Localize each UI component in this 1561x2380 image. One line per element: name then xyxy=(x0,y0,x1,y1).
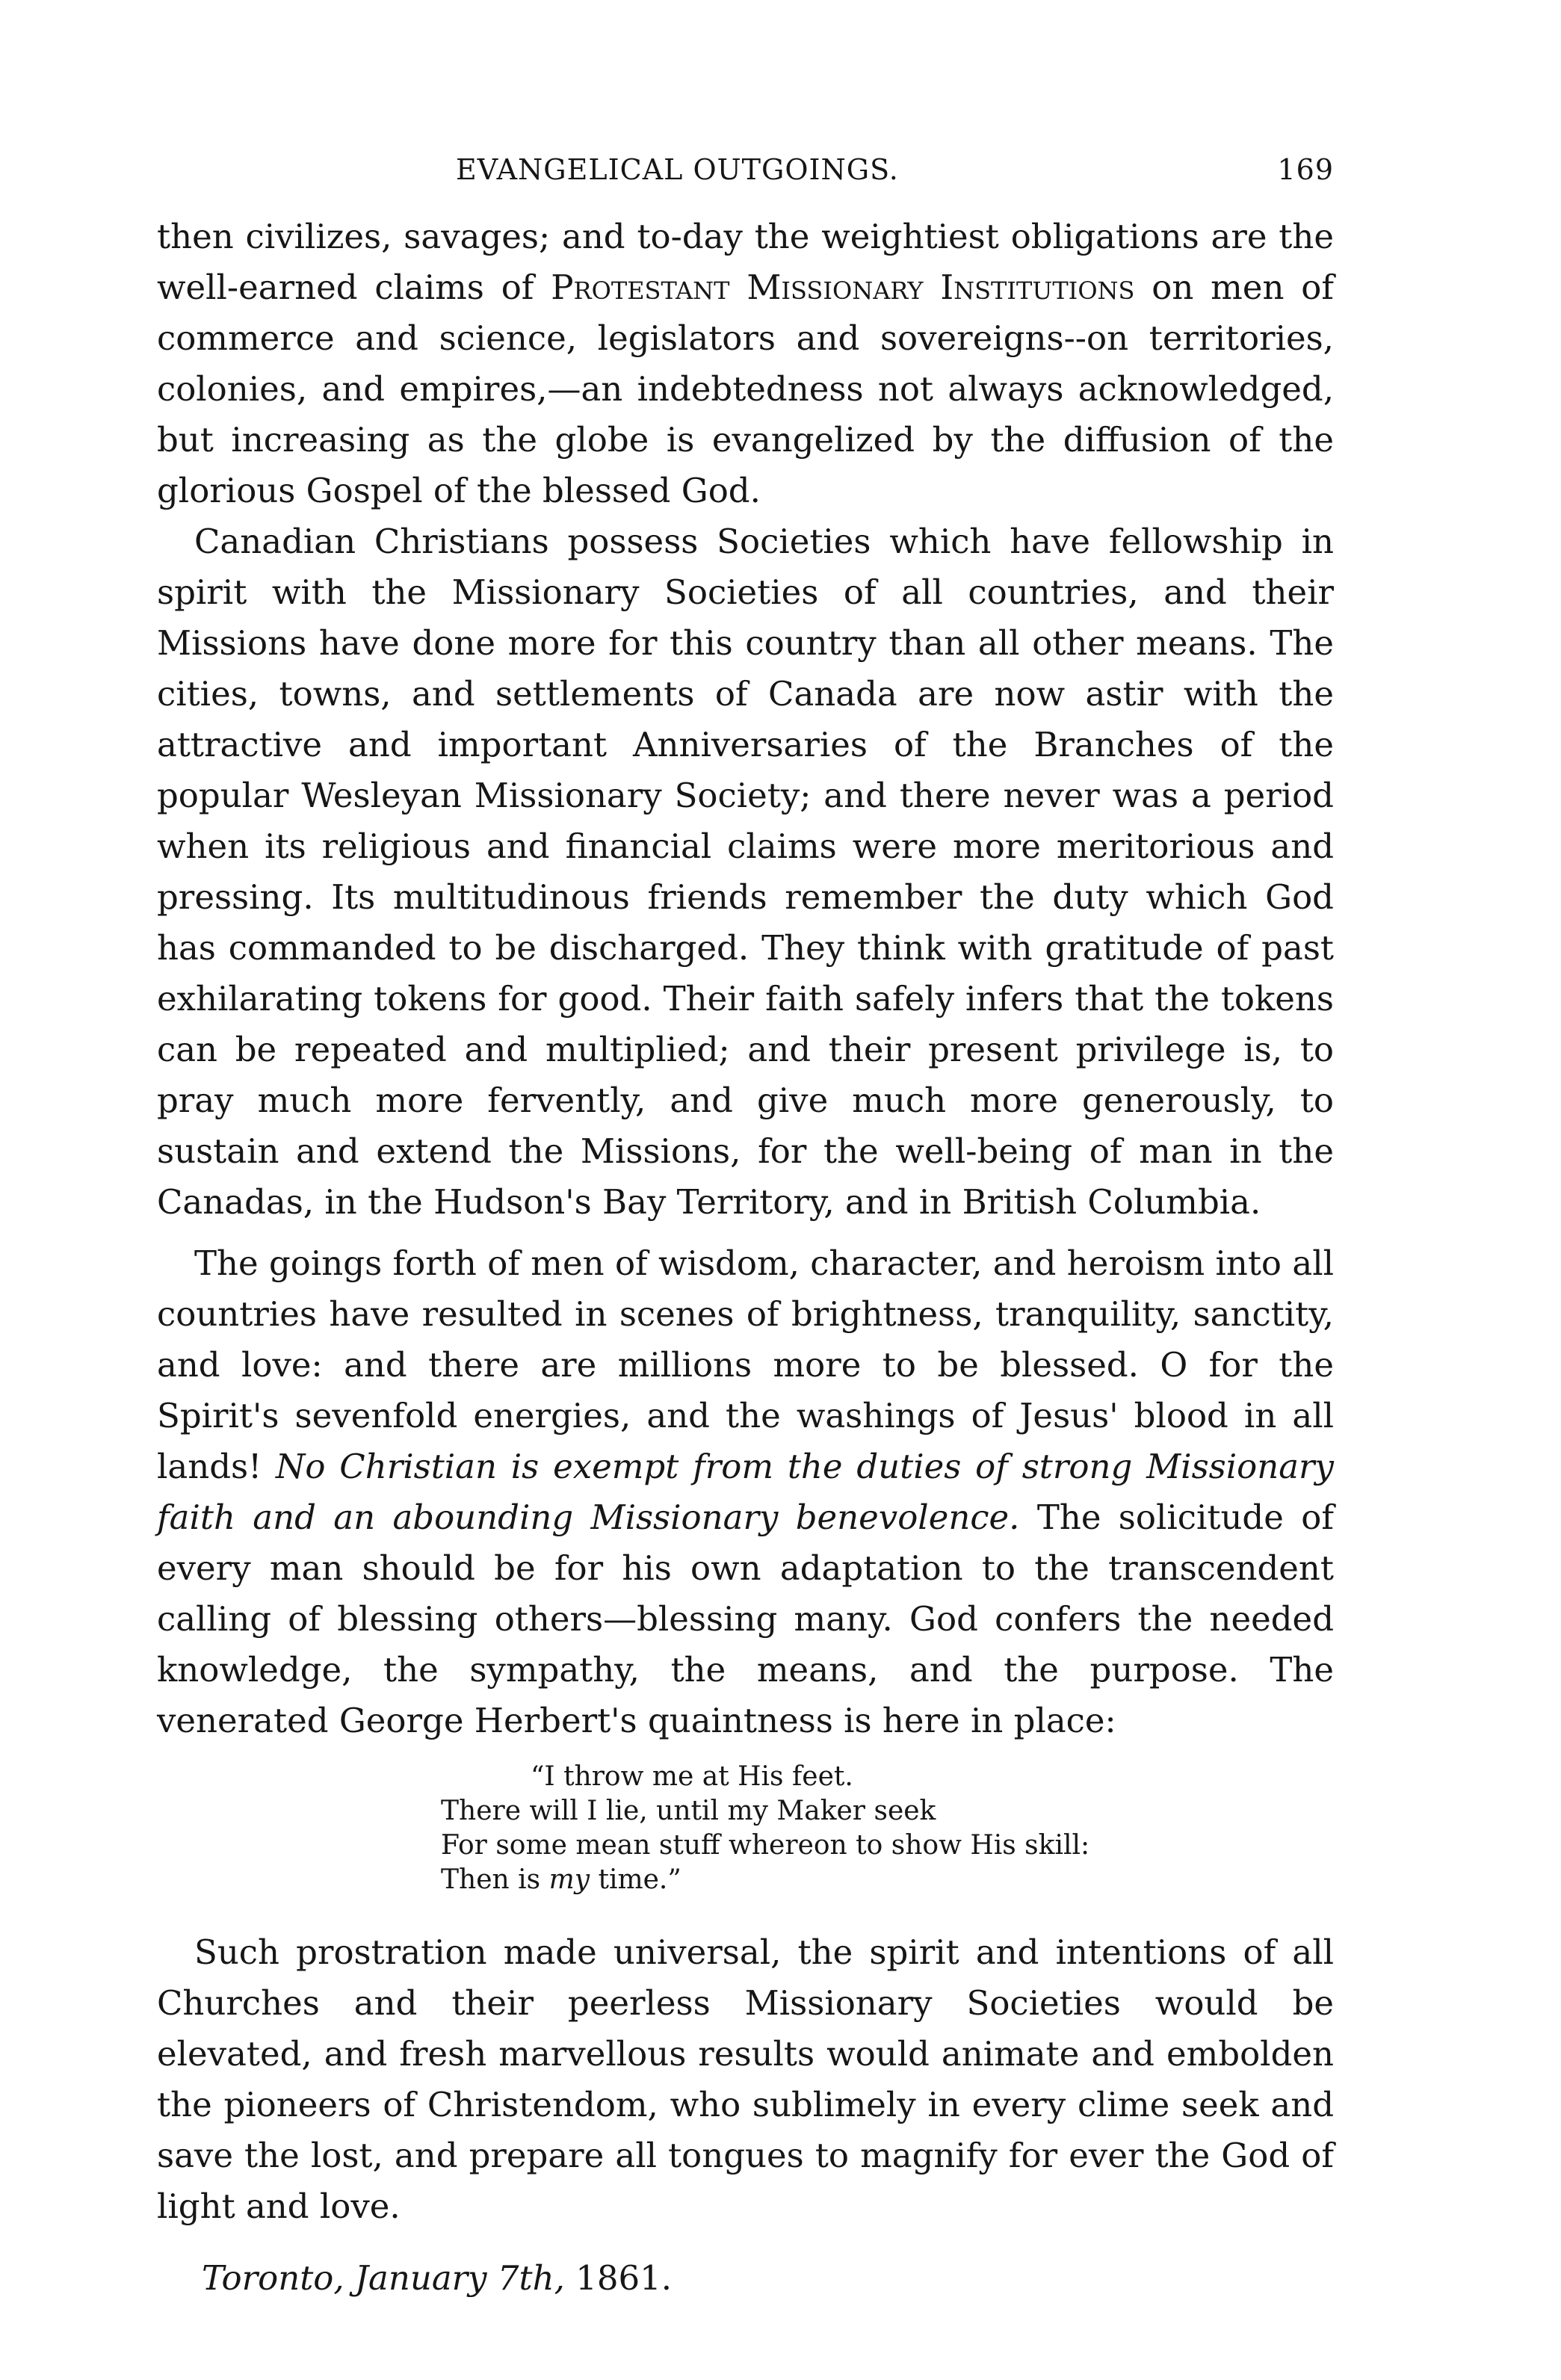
paragraph-2-text: Canadian Christians possess Societies which have fellowship in spirit with the Missionary Societies of all countries, and their Missions have done more for this country than all other means. The cities, towns, and settlements of Canada are now astir with the attractive and important Anniversaries of the Branches of the popular Wesleyan Missionary Society; and there never was a period when its religious and financial claims were more meritorious and pressing. Its multitudinous friends remember the duty which God has commanded to be discharged. They think with gratitude of past exhilarating tokens for good. Their faith safely infers that the tokens can be repeated and multiplied; and their present privilege is, to pray much more fervently, and give much more generously, to sustain and extend the Missions, for the well-being of man in the Canadas, in the Hudson's Bay Territory, and in British Columbia. xyxy=(157,522,1334,1222)
running-head: EVANGELICAL OUTGOINGS. xyxy=(456,153,899,186)
paragraph-3-text-b: The solicitude of every man should be for his own adaptation to the transcendent calling of blessing others—blessing many. God confers the needed knowledge, the sympathy, the means, and the purpose. The venerated George Herbert's quaintness is here in place: xyxy=(157,1497,1334,1740)
verse-line-1: “I throw me at His feet. xyxy=(531,1761,853,1792)
verse-line-4 xyxy=(441,1863,1334,1897)
paragraph-1-text-a: then civilizes, savages; and to-day the weightiest obligations are the well-earned claims of xyxy=(157,217,1334,307)
body-text xyxy=(157,211,1334,2304)
page-number: 169 xyxy=(1277,153,1334,186)
verse-line-2: There will I lie, until my Maker seek xyxy=(441,1796,936,1826)
page-header xyxy=(157,153,1334,205)
paragraph-3 xyxy=(157,1238,1334,1746)
book-page xyxy=(157,153,1334,2304)
paragraph-1-smallcaps: Protestant Missionary Institutions xyxy=(551,268,1135,307)
signoff-place-date: Toronto, January 7th, xyxy=(202,2258,565,2298)
paragraph-1-text-b: on men of commerce and science, legislators and sovereigns--on territories, colonies, and empires,—an indebtedness not always acknowledged, but increasing as the globe is evangelized by the diffusion of the glorious Gospel of the blessed God. xyxy=(157,268,1334,510)
verse-line-3: For some mean stuff whereon to show His skill: xyxy=(441,1830,1090,1861)
verse-line-4-post: time.” xyxy=(590,1864,681,1895)
signoff xyxy=(157,2253,1334,2304)
paragraph-1 xyxy=(157,211,1334,516)
paragraph-3-text-a: The goings forth of men of wisdom, character, and heroism into all countries have resulted in scenes of brightness, tranquility, sanctity, and love: and there are millions more to be blessed. O for the Spirit's sevenfold energies, and the washings of Jesus' blood in all lands! xyxy=(157,1243,1334,1486)
paragraph-4: Such prostration made universal, the spirit and intentions of all Churches and their peerless Missionary Societies would be elevated, and fresh marvellous results would animate and embolden the pioneers of Christendom, who sublimely in every clime seek and save the lost, and prepare all tongues to magnify for ever the God of light and love. xyxy=(157,1932,1334,2226)
verse-line-4-pre: Then is xyxy=(441,1864,549,1895)
paragraph-2 xyxy=(157,516,1334,1228)
paragraph-3-italic: No Christian is exempt from the duties of strong Missionary faith and an abounding Missionary benevolence. xyxy=(157,1447,1334,1537)
herbert-verse xyxy=(441,1760,1334,1897)
verse-line-4-emphasis: my xyxy=(548,1864,590,1895)
signoff-year: 1861. xyxy=(575,2258,673,2298)
